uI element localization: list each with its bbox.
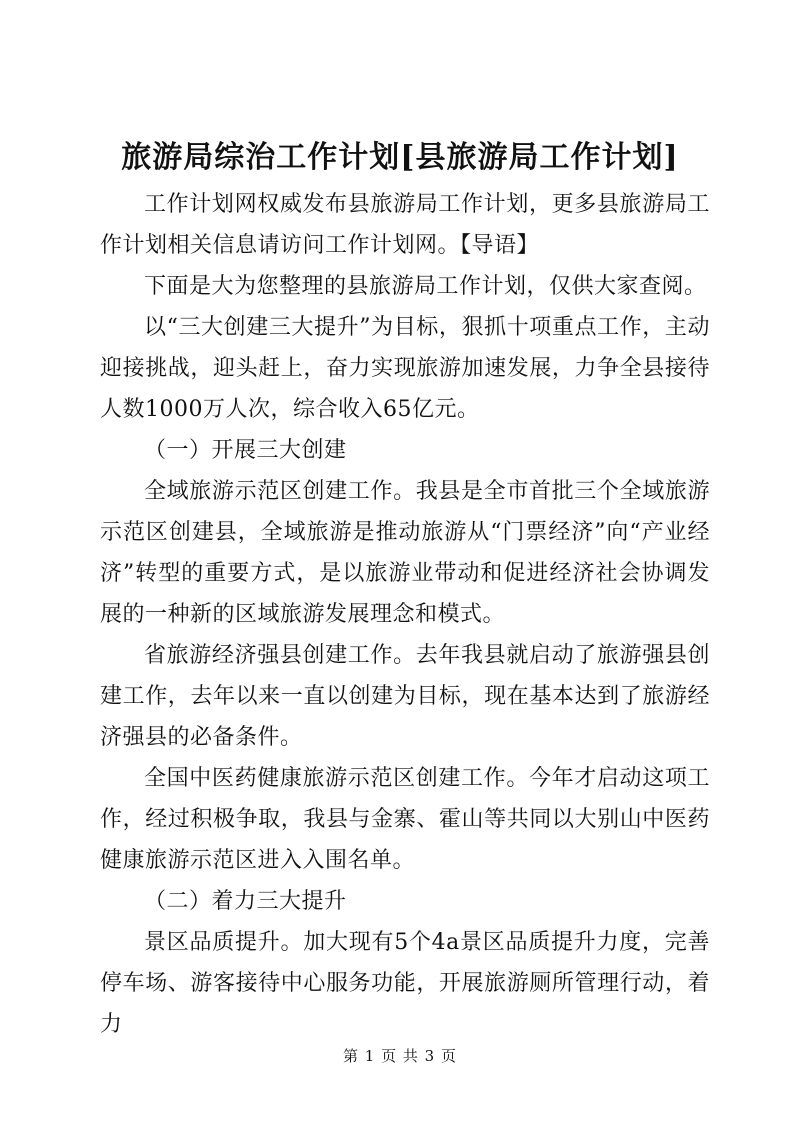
paragraph-guide: 下面是大为您整理的县旅游局工作计划，仅供大家查阅。 [144, 274, 707, 299]
page-number: 第 1 页 共 3 页 [343, 1047, 457, 1065]
paragraph-demo-zone: 全域旅游示范区创建工作。我县是全市首批三个全域旅游示范区创建县，全域旅游是推动旅游从“门票经济”向“产业经济”转型的重要方式，是以旅游业带动和促进经济社会协调发展的一种新的区域旅游发展理念和模式。 [100, 479, 710, 627]
paragraph-scenic-quality: 景区品质提升。加大现有5个4a景区品质提升力度，完善停车场、游客接待中心服务功能，开展旅游厕所管理行动，着力 [100, 930, 710, 1037]
section-heading-1: （一）开展三大创建 [144, 438, 347, 463]
paragraph-intro: 工作计划网权威发布县旅游局工作计划，更多县旅游局工作计划相关信息请访问工作计划网。【导语】 [100, 192, 710, 258]
paragraph-tcm-tourism: 全国中医药健康旅游示范区创建工作。今年才启动这项工作，经过积极争取，我县与金寨、霍山等共同以大别山中医药健康旅游示范区进入入围名单。 [100, 766, 710, 873]
section-heading-2: （二）着力三大提升 [144, 889, 347, 914]
paragraph-strong-county: 省旅游经济强县创建工作。去年我县就启动了旅游强县创建工作，去年以来一直以创建为目标，现在基本达到了旅游经济强县的必备条件。 [100, 643, 710, 750]
paragraph-goal: 以“三大创建三大提升”为目标，狠抓十项重点工作，主动迎接挑战，迎头赶上，奋力实现旅游加速发展，力争全县接待人数1000万人次，综合收入65亿元。 [100, 315, 710, 422]
document-title: 旅游局综治工作计划[县旅游局工作计划] [121, 140, 679, 175]
document-body [100, 184, 710, 1045]
